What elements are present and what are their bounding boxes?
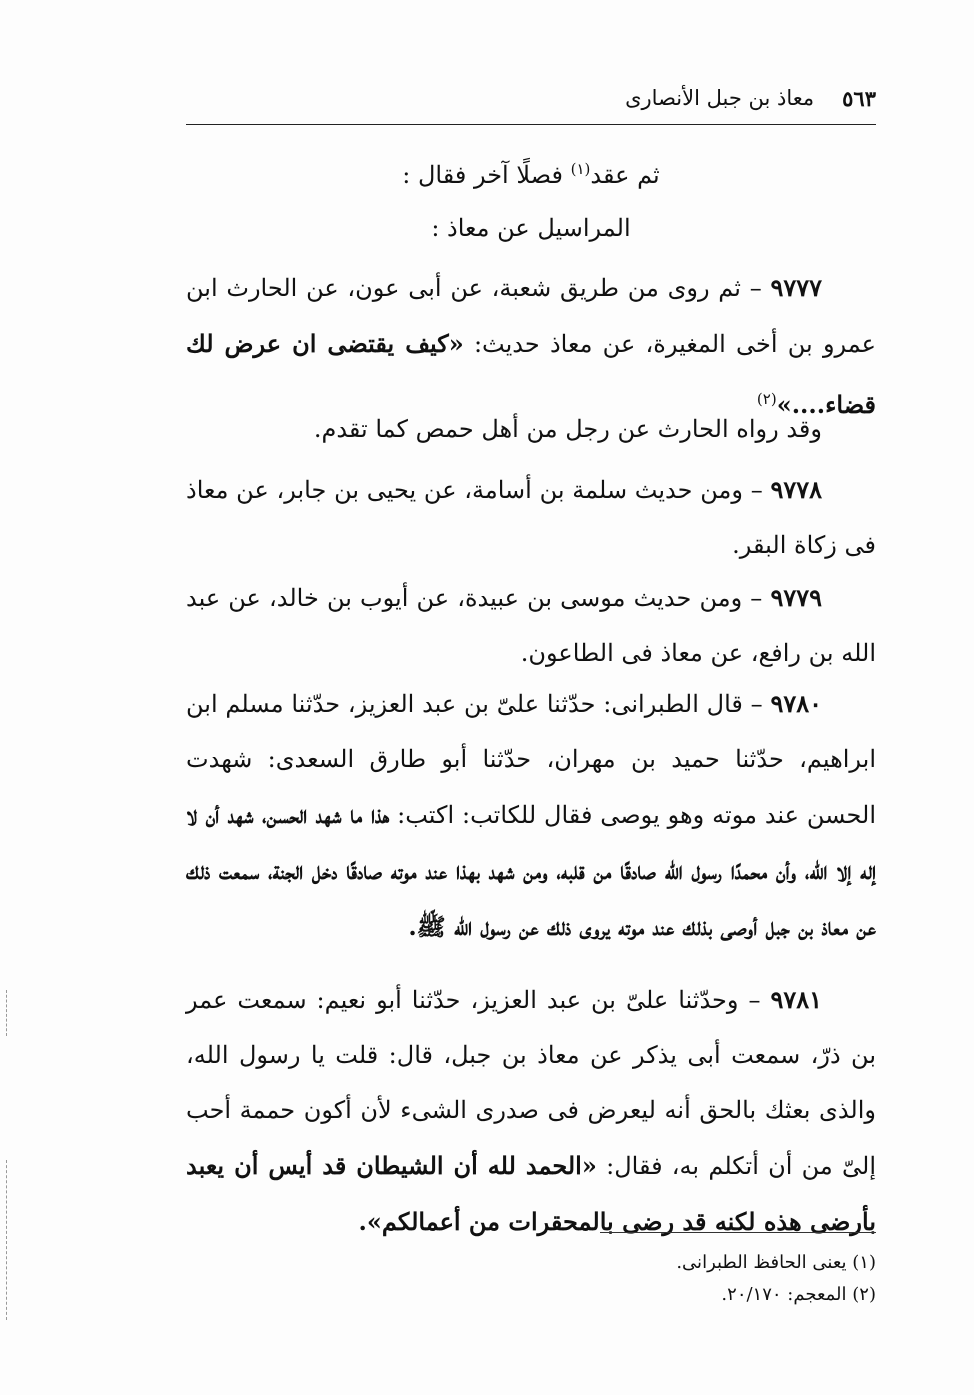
intro-line-2: المراسيل عن معاذ : xyxy=(431,214,631,242)
footnote-rule xyxy=(600,1232,876,1233)
paragraph-9777: ٩٧٧٧ – ثم روى من طريق شعبة، عن أبى عون، عن الحارث ابن عمرو بن أخى المغيرة، عن معاذ حديث: «كيف يقتضى ان عرض لك قضاء....»$^{(٢)}$ xyxy=(186,273,876,419)
hadith-number: ٩٧٧٧ xyxy=(770,273,822,302)
hadith-number: ٩٧٨٠ xyxy=(770,689,822,718)
paragraph-9780: ٩٧٨٠ – قال الطبرانى: حدّثنا علىّ بن عبد العزيز، حدّثنا مسلم ابن ابراهيم، حدّثنا حميد بن مهران، حدّثنا أبو طارق السعدى: شهدت الحسن عند موته وهو يوصى فقال للكاتب: اكتب: هذا ما شهد الحسن، شهد أن لا إله إلا الله، وأن محمدًا رسول الله صادقًا من قلبه، ومن شهد بهذا عند موته صادقًا دخل الجنة، سمعت ذلك عن معاذ بن جبل أوصى بذلك عند موته يروى ذلك عن رسول الله ﷺ. xyxy=(186,689,877,941)
scan-binding-mark xyxy=(6,990,7,1036)
running-title: معاذ بن جبل الأنصارى xyxy=(625,86,815,110)
hadith-number: ٩٧٧٩ xyxy=(770,583,822,612)
intro-line-1: ثم عقد$^{(١)}$ فصلًا آخر فقال : xyxy=(402,160,660,189)
page-number: ٥٦٣ xyxy=(842,85,876,111)
footnote-2: (٢) المعجم: ٢٠/١٧٠. xyxy=(721,1284,876,1305)
paragraph-note: وقد رواه الحارث عن رجل من أهل حمص كما تقدم. xyxy=(313,415,822,443)
scan-binding-mark xyxy=(6,1160,7,1320)
footnote-1: (١) يعنى الحافظ الطبرانى. xyxy=(676,1252,876,1273)
footnote-ref-1: (١) xyxy=(570,160,591,178)
running-header xyxy=(186,78,876,118)
hadith-number: ٩٧٧٨ xyxy=(770,475,822,504)
paragraph-9778: ٩٧٧٨ – ومن حديث سلمة بن أسامة، عن يحيى بن جابر، عن معاذ فى زكاة البقر. xyxy=(186,475,876,559)
paragraph-9779: ٩٧٧٩ – ومن حديث موسى بن عبيدة، عن أيوب بن خالد، عن عبد الله بن رافع، عن معاذ فى الطاعون. xyxy=(186,583,876,667)
header-rule xyxy=(186,124,876,125)
hadith-number: ٩٧٨١ xyxy=(770,985,822,1014)
paragraph-9781: ٩٧٨١ – وحدّثنا علىّ بن عبد العزيز، حدّثنا أبو نعيم: سمعت عمر بن ذرّ، سمعت أبى يذكر عن معاذ بن جبل، قال: قلت يا رسول الله، والذى بعثك بالحق أنه ليعرض فى صدرى الشىء لأن أكون حممة أحب إلىّ من أن أتكلم به، فقال: «الحمد لله أن الشيطان قد أيس أن يعبد بأرضى هذه لكنه قد رضى بالمحقرات من أعمالكم». xyxy=(186,985,877,1236)
footnote-ref-2: (٢) xyxy=(756,390,777,408)
